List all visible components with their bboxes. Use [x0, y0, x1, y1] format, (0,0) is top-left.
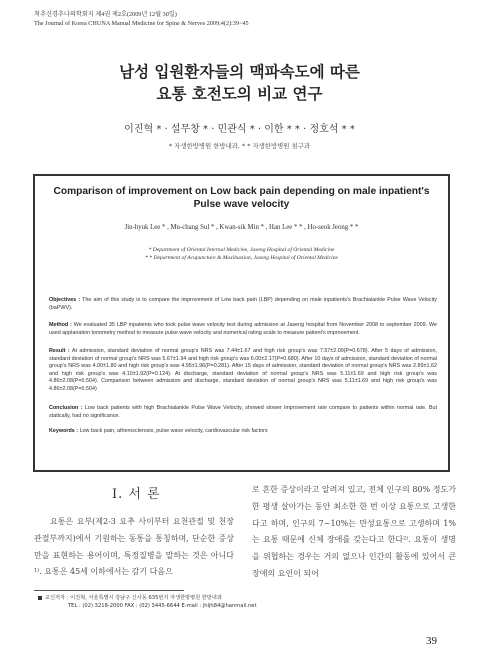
abstract-conclusion	[49, 405, 437, 420]
result-text: At admission, standard deviation of normal group's NRS was 7.44±1.67 and high risk group's was 7.57±2.09(P=0.678). After 5 days of admission, standard deviation of normal group's NRS was 5.67±1.94 and high risk group's was 6.00±2.17(P=0.680). After 10 days of admission, standard deviation of normal group's NRS was 4.00±1.80 and high risk group's was 4.95±1.96(P=0.281). After 15 days of admission, standard deviation of normal group's NRS was 2.89±1.62 and high risk group's was 4.10±1.92(P=0.124). At discharge, standard deviation of normal group's NRS was 5.11±1.69 and high risk group's was 4.86±2.08(P=0.504). Comparison between admission and discharge, standard deviation of normal group's NRS was 5.11±1.69 and high risk group's was 4.86±2.08(P=0.504)	[49, 348, 437, 392]
korean-affiliation: * 자생한방병원 한방내과, * * 자생한방병원 침구과	[168, 142, 311, 150]
footnote-line1: 교신저자 : 이진혁, 서울특별시 강남구 신사동 635번지 자생한방병원 한방내과	[45, 595, 222, 601]
page-number: 39	[426, 635, 437, 647]
objectives-label: Objectives :	[49, 297, 81, 303]
method-label: Method :	[49, 322, 72, 328]
abstract-objectives	[49, 297, 437, 312]
keywords-label: Keywords :	[49, 428, 79, 434]
section-heading: Ⅰ. 서 론	[112, 487, 161, 502]
abstract-method	[49, 322, 437, 337]
korean-title-line2: 요통 호전도의 비교 연구	[156, 85, 323, 103]
abstract-affiliation-2: * * Department of Acupuncture & Moxibustion, Jaseng Hospital of Oriental Medicine	[145, 255, 338, 261]
body-right-column: 로 흔한 증상이라고 알려져 있고, 전체 인구의 80% 정도가 한 평생 살아가는 동안 최소한 한 번 이상 요통으로 고생한다고 하며, 인구의 7~10%는 만성요통으로 고생하며 1%는 요통 때문에 신체 장애를 갖는다고 한다²⁾. 요통이 생명을 위협하는 경우는 거의 없으나 인간의 활동에 있어서 큰 장애의 요인이 되어	[252, 485, 456, 578]
korean-title-line1: 남성 입원환자들의 맥파속도에 따른	[119, 63, 360, 81]
footnote-divider	[34, 590, 184, 591]
abstract-box	[33, 174, 450, 472]
korean-title	[0, 61, 479, 105]
abstract-keywords	[49, 428, 437, 436]
journal-header-en: The Journal of Korea CHUNA Manual Medicine for Spine & Nerves 2009;4(2):39~45	[34, 20, 249, 27]
abstract-affiliation-1: * Department of Oriental Internal Medicine, Jaseng Hospital of Oriental Medicine	[148, 247, 335, 253]
korean-authors: 이진혁 * · 설무창 * · 민관식 * · 이한 * * · 정호석 * *	[124, 124, 355, 135]
objectives-text: The aim of this study is to compare the improvement of Low back pain (LBP) depending on male inpatients's Brachialankle Pulse Wave Velocity (baPWV).	[49, 297, 437, 311]
method-text: We evaluated 35 LBP inpatients who took pulse wave velocity test during admission at Jaseng hospital from November 2008 to september 2009. We used applanation tonometry method to measure pulse wave velocity and numerical rating scale to measure patient's improvement.	[49, 322, 437, 336]
footnote-line2: TEL : (02) 3218-2000 FAX : (02) 3445-6644 E-mail : jhljh84@hanmail.net	[68, 603, 257, 609]
abstract-affiliations	[39, 246, 444, 262]
footnote-bullet-icon	[38, 596, 42, 600]
journal-header	[34, 10, 249, 28]
journal-header-ko: 척추신경추나의학회지 제4권 제2호(2009년 12월 30일)	[34, 11, 177, 18]
abstract-authors: Jin-hyuk Lee * , Mu-chang Sul * , Kwan-sik Min * , Han Lee * * , Ho-seok Jeong * *	[124, 224, 359, 231]
body-left-column: 요통은 요부(제2-3 요추 사이부터 요천관절 및 천장 관절부까지)에서 기원하는 동통을 통칭하며, 단순한 증상만을 표현하는 용어이며, 특정질병을 말하는 것은 아니다¹⁾. 요통은 45세 이하에서는 감기 다음으	[34, 517, 234, 577]
conclusion-label: Conclusion :	[49, 405, 83, 411]
conclusion-text: Low back patients with high Brachialankle Pulse Wave Velocity, showed slower improvement rate compare to patients within normal rate. But statically, had no significance.	[49, 405, 437, 419]
abstract-title: Comparison of improvement on Low back pain depending on male inpatient's Pulse wave velocity	[53, 186, 430, 210]
keywords-text: Low back pain, atherosclerosis, pulse wave velocity, cardiovascular risk factors	[79, 428, 268, 434]
abstract-result	[49, 348, 437, 394]
result-label: Result :	[49, 348, 70, 354]
corresponding-author-footnote	[38, 594, 257, 610]
